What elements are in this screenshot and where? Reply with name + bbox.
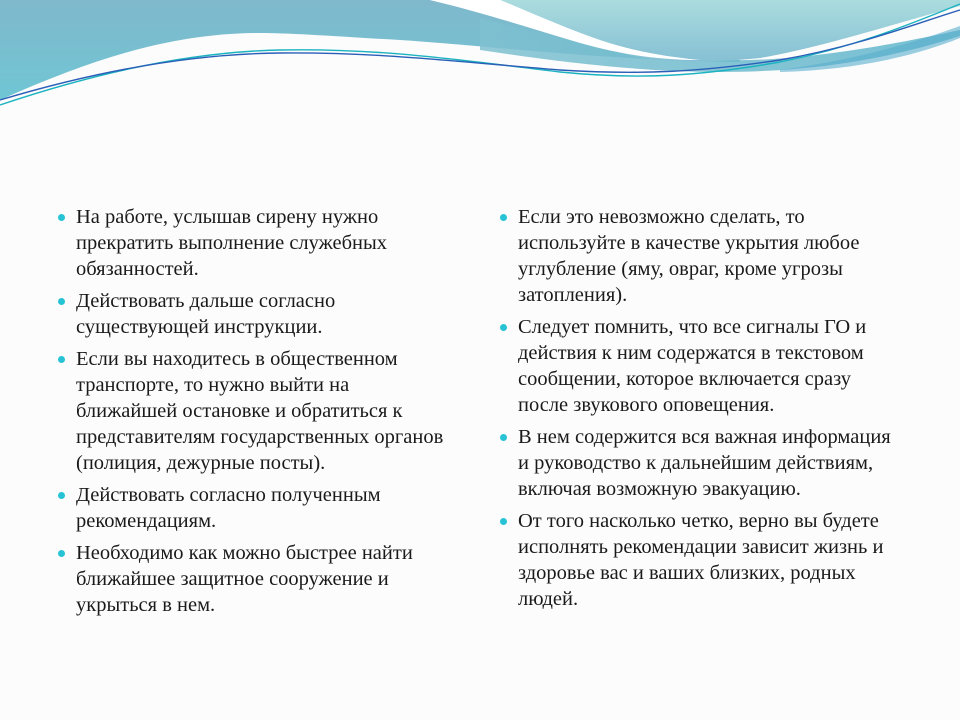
left-bullet-list (58, 204, 448, 618)
bullet-text: Если вы находитесь в общественном транспорте, то нужно выйти на ближайшей остановке и обратиться к представителям государственных органов (полиция, дежурные посты). (76, 348, 444, 474)
bullet-text: Необходимо как можно быстрее найти ближайшее защитное сооружение и укрыться в нем. (76, 542, 413, 616)
bullet-text: Действовать дальше согласно существующей инструкции. (76, 290, 336, 338)
bullet-item (500, 204, 905, 308)
bullet-text: Следует помнить, что все сигналы ГО и действия к ним содержатся в текстовом сообщении, которое включается сразу после звукового оповещения. (518, 316, 867, 416)
bullet-dot-icon (58, 550, 65, 557)
bullet-item (58, 288, 448, 340)
bullet-item (58, 482, 448, 534)
bullet-item (58, 346, 448, 476)
bullet-dot-icon (500, 434, 507, 441)
bullet-dot-icon (58, 492, 65, 499)
bullet-text: Действовать согласно полученным рекомендациям. (76, 484, 381, 532)
bullet-dot-icon (500, 518, 507, 525)
bullet-dot-icon (58, 214, 65, 221)
bullet-item (500, 424, 905, 502)
bullet-dot-icon (500, 214, 507, 221)
bullet-item (58, 204, 448, 282)
bullet-item (500, 314, 905, 418)
left-column (58, 204, 448, 624)
bullet-text: На работе, услышав сирену нужно прекратить выполнение служебных обязанностей. (76, 206, 388, 280)
bullet-text: В нем содержится вся важная информация и руководство к дальнейшим действиям, включая возможную эвакуацию. (518, 426, 891, 500)
bullet-dot-icon (58, 356, 65, 363)
header-wave-decoration (0, 0, 960, 120)
bullet-item (500, 508, 905, 612)
bullet-item (58, 540, 448, 618)
right-bullet-list (500, 204, 905, 612)
bullet-dot-icon (500, 324, 507, 331)
bullet-text: Если это невозможно сделать, то используйте в качестве укрытия любое углубление (яму, овраг, кроме угрозы затопления). (518, 206, 860, 306)
bullet-text: От того насколько четко, верно вы будете исполнять рекомендации зависит жизнь и здоровье вас и ваших близких, родных людей. (518, 510, 884, 610)
right-column (500, 204, 905, 618)
bullet-dot-icon (58, 298, 65, 305)
